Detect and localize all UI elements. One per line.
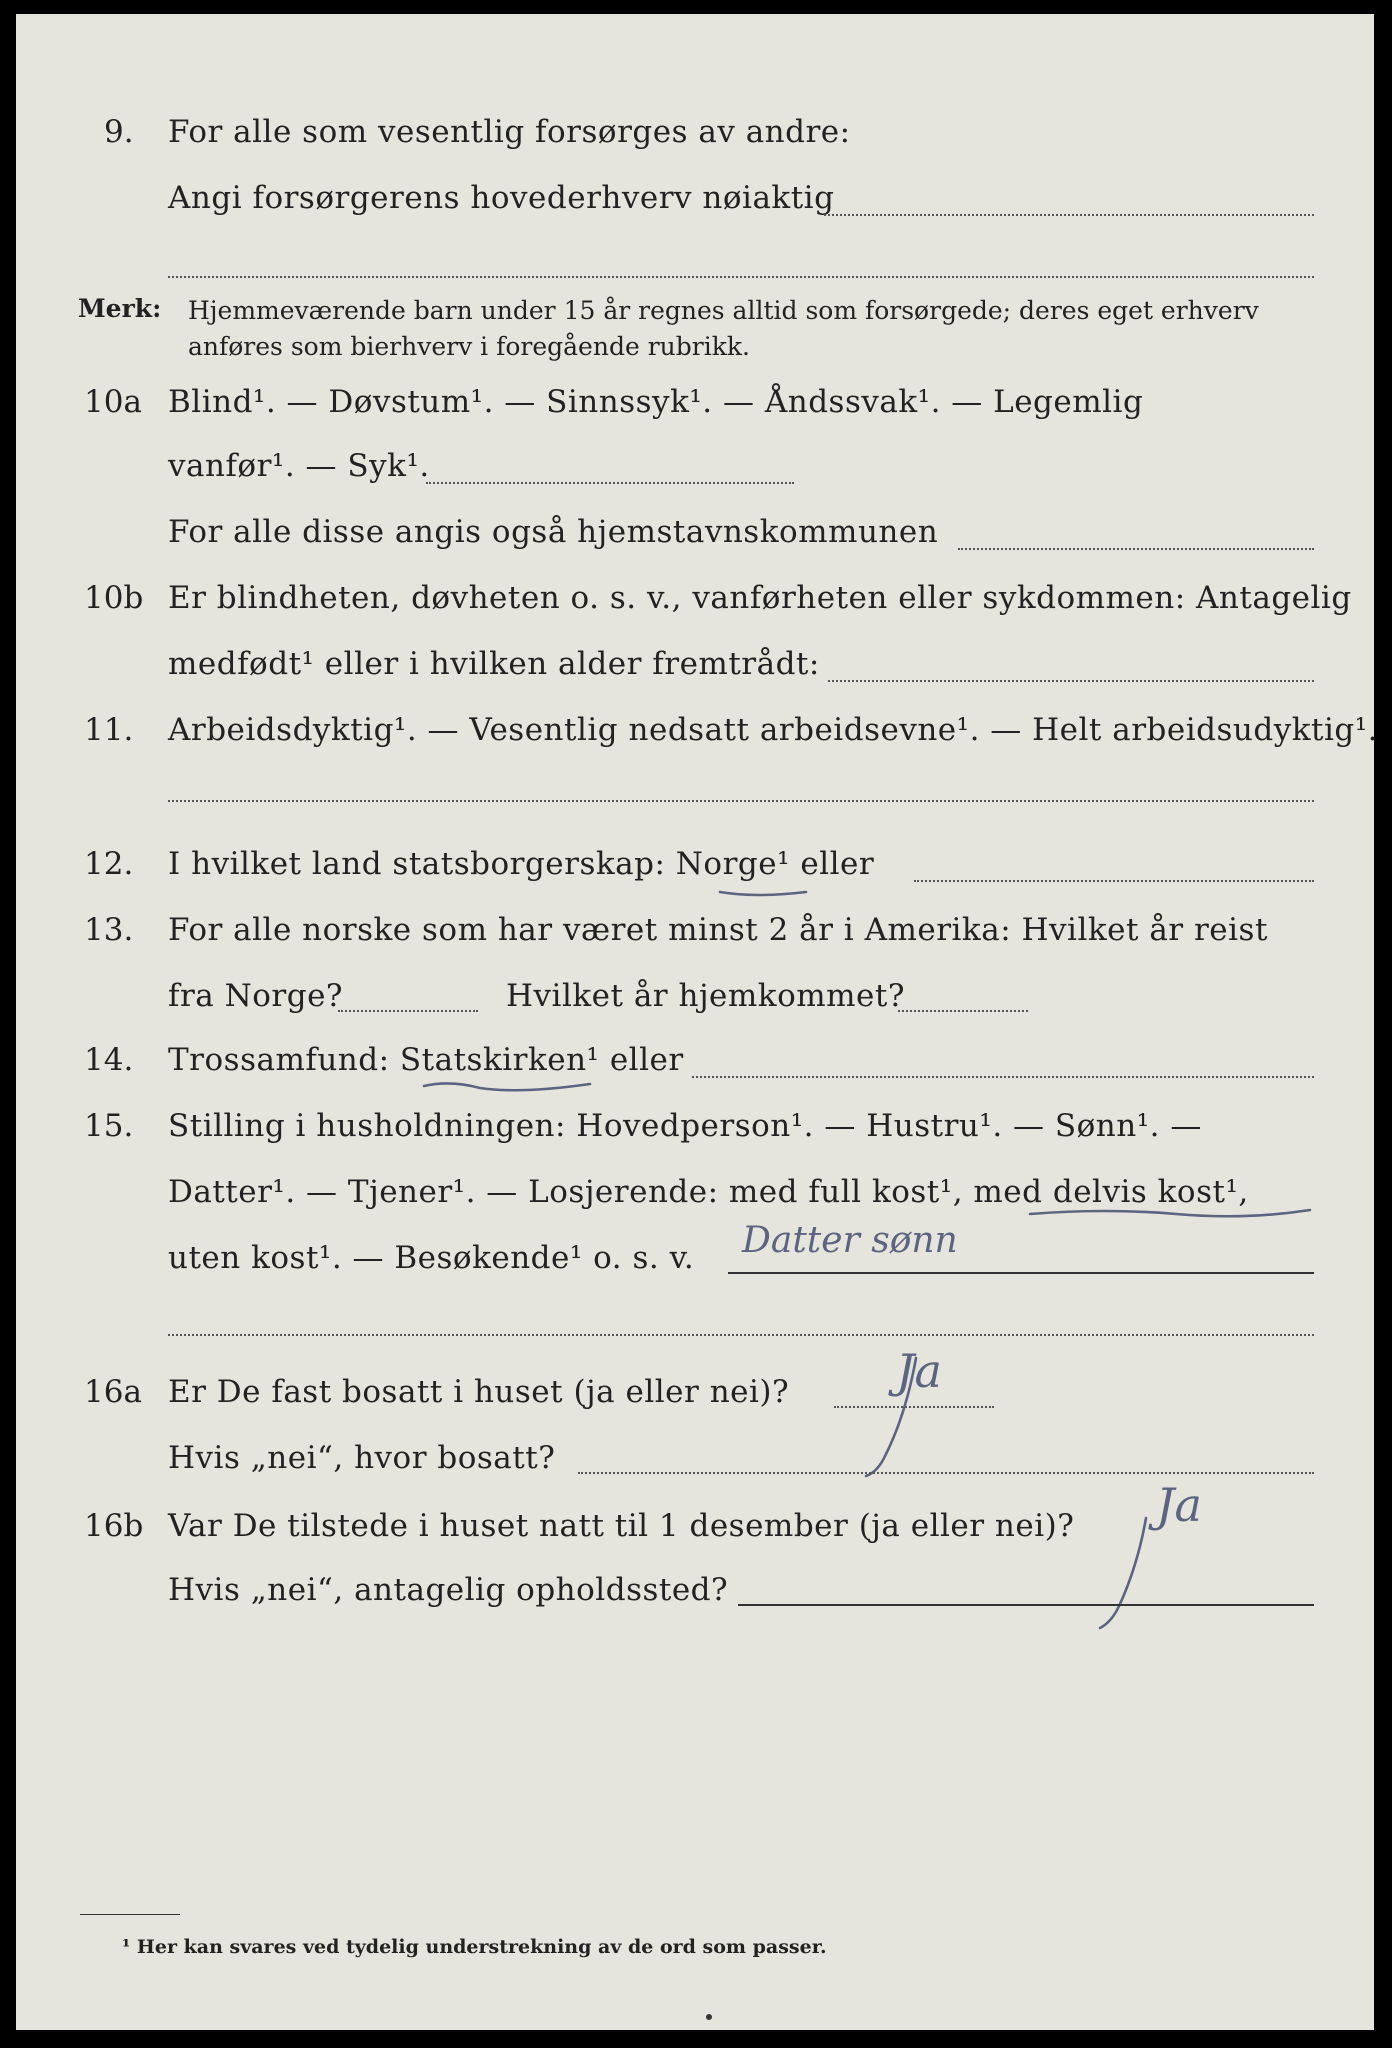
q15-question-line2: Datter¹. — Tjener¹. — Losjerende: med full kost¹, med delvis kost¹,	[168, 1174, 1249, 1210]
q13-question-line2b: Hvilket år hjemkommet?	[506, 978, 905, 1014]
q10b-question: Er blindheten, døvheten o. s. v., vanførheten eller sykdommen: Antagelig	[168, 580, 1352, 616]
q10a-answer-line[interactable]	[426, 482, 794, 484]
census-form-page	[16, 14, 1379, 2030]
q14-underline-mark	[420, 1076, 600, 1100]
q13-number: 13.	[84, 912, 134, 948]
merk-label: Merk:	[78, 294, 162, 323]
q15-answer-line[interactable]	[728, 1272, 1314, 1274]
merk-note: Hjemmeværende barn under 15 år regnes alltid som forsørgede; deres eget erhverv	[188, 296, 1259, 325]
q15-underline-mark	[1026, 1204, 1316, 1224]
q13-return-line[interactable]	[898, 1010, 1028, 1012]
q14-question: Trossamfund: Statskirken¹ eller	[168, 1042, 684, 1078]
q11-question: Arbeidsdyktig¹. — Vesentlig nedsatt arbeidsevne¹. — Helt arbeidsudyktig¹.	[168, 712, 1379, 748]
page-speck	[706, 2014, 712, 2020]
q16b-number: 16b	[84, 1508, 144, 1544]
q13-departure-line[interactable]	[338, 1010, 478, 1012]
q16b-handwritten-answer: Ja	[1156, 1478, 1202, 1532]
q16a-pen-stroke	[856, 1354, 936, 1484]
q12-answer-line[interactable]	[914, 880, 1314, 882]
q10b-number: 10b	[84, 580, 144, 616]
q10b-answer-line[interactable]	[828, 680, 1314, 682]
q16b-residence-line[interactable]	[738, 1604, 1314, 1606]
q9-answer-line-2[interactable]	[168, 276, 1314, 278]
q10a-question: Blind¹. — Døvstum¹. — Sinnssyk¹. — Åndssvak¹. — Legemlig	[168, 384, 1144, 420]
q16a-number: 16a	[84, 1374, 142, 1410]
q10a-question-line3: For alle disse angis også hjemstavnskommunen	[168, 514, 939, 550]
q13-question: For alle norske som har været minst 2 år i Amerika: Hvilket år reist	[168, 912, 1268, 948]
footnote-rule	[80, 1914, 180, 1915]
q15-question: Stilling i husholdningen: Hovedperson¹. — Hustru¹. — Sønn¹. —	[168, 1108, 1202, 1144]
q10b-question-line2: medfødt¹ eller i hvilken alder fremtrådt:	[168, 646, 820, 682]
q11-number: 11.	[84, 712, 134, 748]
q12-question: I hvilket land statsborgerskap: Norge¹ eller	[168, 846, 875, 882]
q14-number: 14.	[84, 1042, 134, 1078]
q14-answer-line[interactable]	[692, 1076, 1314, 1078]
q16b-question-line2: Hvis „nei“, antagelig opholdssted?	[168, 1572, 729, 1608]
q12-underline-mark	[716, 884, 816, 904]
q13-question-line2a: fra Norge?	[168, 978, 344, 1014]
q10a-question-line2: vanfør¹. — Syk¹.	[168, 448, 430, 484]
q9-question-line2: Angi forsørgerens hovederhverv nøiaktig	[168, 180, 835, 216]
q10a-number: 10a	[84, 384, 142, 420]
q16b-pen-stroke	[1086, 1514, 1166, 1634]
q15-question-line3: uten kost¹. — Besøkende¹ o. s. v.	[168, 1240, 695, 1276]
q15-handwritten-answer: Datter sønn	[742, 1220, 958, 1261]
q16a-handwritten-answer: Ja	[896, 1344, 942, 1398]
q15-number: 15.	[84, 1108, 134, 1144]
q16a-question: Er De fast bosatt i huset (ja eller nei)?	[168, 1374, 790, 1410]
q10a-municipality-line[interactable]	[958, 548, 1314, 550]
q9-number: 9.	[104, 114, 134, 150]
q16a-residence-line[interactable]	[578, 1472, 1314, 1474]
q12-number: 12.	[84, 846, 134, 882]
footnote: ¹ Her kan svares ved tydelig understrekning av de ord som passer.	[122, 1936, 827, 1958]
q16a-question-line2: Hvis „nei“, hvor bosatt?	[168, 1440, 556, 1476]
q16b-question: Var De tilstede i huset natt til 1 desember (ja eller nei)?	[168, 1508, 1075, 1544]
q15-answer-line-2[interactable]	[168, 1334, 1314, 1336]
q9-answer-line[interactable]	[824, 214, 1314, 216]
merk-note-line2: anføres som bierhverv i foregående rubrikk.	[188, 332, 750, 361]
q9-question: For alle som vesentlig forsørges av andre:	[168, 114, 851, 150]
q11-answer-line[interactable]	[168, 800, 1314, 802]
